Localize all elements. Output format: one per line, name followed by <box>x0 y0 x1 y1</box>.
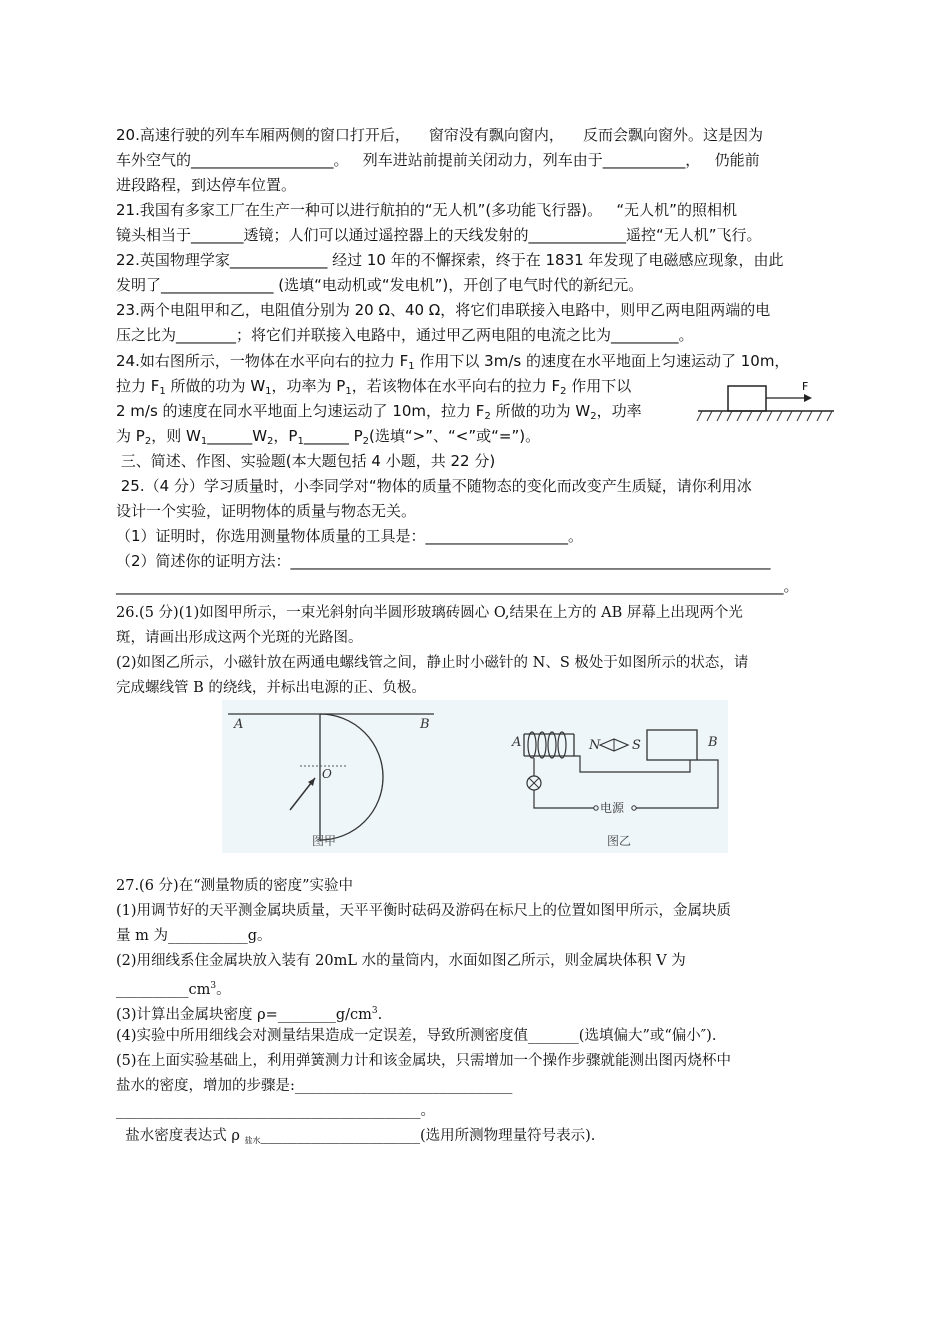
q27-line-4: (2)用细线系住金属块放入装有 20mL 水的量筒内，水面如图乙所示，则金属块体积 V 为 <box>116 953 686 969</box>
section-3-heading: 三、简述、作图、实验题(本大题包括 4 小题，共 22 分) <box>116 452 496 470</box>
q27-line-6: (3)计算出金属块密度 $\rho=\_\_\_\_\_\_\_\_g/cm^3$. <box>116 1006 383 1023</box>
q27-line-3: 量 m 为___________g。 <box>116 928 272 944</box>
label-s: S <box>632 738 641 753</box>
optics-magnet-figure <box>222 700 728 853</box>
q27-line-11: 盐水密度表达式 ρ $_{盐水}$______________________(选用所测物理量符号表示). <box>116 1128 596 1145</box>
label-b-yi: B <box>708 735 718 750</box>
q27-line-10: __________________________________________。 <box>116 1103 435 1119</box>
q25-line-4: （2）简述你的证明方法：________________________________________________________________ <box>116 552 771 570</box>
q27-line-1: 27.(6 分)在“测量物质的密度”实验中 <box>116 878 354 894</box>
q25-line-5: _________________________________________________________________________________________。 <box>116 577 799 595</box>
q26-line-1: 26.(5 分)(1)如图甲所示，一束光斜射向半圆形玻璃砖圆心 O,结果在上方的 AB 屏幕上出现两个光 <box>116 605 743 621</box>
q25-line-1: 25.（4 分）学习质量时，小李同学对“物体的质量不随物态的变化而改变产生质疑，请你利用冰 <box>116 477 752 495</box>
caption-jia: 图甲 <box>312 834 337 848</box>
q26-line-4: 完成螺线管 B 的绕线，并标出电源的正、负极。 <box>116 680 426 696</box>
label-a-yi: A <box>512 735 522 750</box>
power-label: 电源 <box>600 801 625 815</box>
q25-line-3: （1）证明时，你选用测量物体质量的工具是：___________________。 <box>116 527 584 545</box>
q23-line-1: 23.两个电阻甲和乙，电阻值分别为 20 Ω、40 Ω，将它们串联接入电路中，则甲乙两电阻两端的电 <box>116 301 771 319</box>
q24-line-3: 2 m/s 的速度在同水平地面上匀速运动了 10m，拉力 $F_2$ 所做的功为 $W_2$，功率 <box>116 402 642 422</box>
q20-line-1: 20.高速行驶的列车车厢两侧的窗口打开后， 窗帘没有飘向窗内， 反而会飘向窗外。这是因为 <box>116 126 764 144</box>
q27-line-2: (1)用调节好的天平测金属块质量，天平平衡时砝码及游码在标尺上的位置如图甲所示，金属块质 <box>116 903 732 919</box>
q24-line-4: 为 $P_2$，则 $W_1\_\_\_\_\_\_W_2$，$P_1\_\_\_\_\_\_$ $P_2$(选填“>”、“<”或“=”)。 <box>116 427 541 447</box>
q21-line-2: 镜头相当于_______透镜；人们可以通过遥控器上的天线发射的_____________遥控“无人机”飞行。 <box>116 226 762 244</box>
q24-line-1: 24.如右图所示，一物体在水平向右的拉力 $F_1$ 作用下以 3m/s 的速度在水平地面上匀速运动了 10m， <box>116 352 790 372</box>
label-n: N <box>589 738 601 753</box>
q22-line-1: 22.英国物理学家_____________ 经过 10 年的不懈探索，终于在 1831 年发现了电磁感应现象，由此 <box>116 251 784 269</box>
q26-line-2: 斑，请画出形成这两个光斑的光路图。 <box>116 630 363 646</box>
q27-line-8: (5)在上面实验基础上，利用弹簧测力计和该金属块，只需增加一个操作步骤就能测出图丙烧杯中 <box>116 1053 732 1069</box>
ground-hatching <box>697 411 832 421</box>
q25-line-2: 设计一个实验，证明物体的质量与物态无关。 <box>116 502 417 520</box>
q27-line-7: (4)实验中所用细线会对测量结果造成一定误差，导致所测密度值_______(选填偏大”或“偏小″). <box>116 1028 717 1044</box>
q24-line-2: 拉力 $F_1$ 所做的功为 $W_1$，功率为 $P_1$，若该物体在水平向右的拉力 $F_2$ 作用下以 <box>116 377 632 397</box>
q27-line-9: 盐水的密度，增加的步骤是:______________________________ <box>116 1078 513 1094</box>
q27-line-5: $\_\_\_\_\_\_\_\_\_\_cm^3$。 <box>116 981 231 998</box>
q23-line-2: 压之比为________；将它们并联接入电路中，通过甲乙两电阻的电流之比为_________。 <box>116 326 694 344</box>
q22-line-2: 发明了_______________ (选填“电动机或“发电机”)，开创了电气时代的新纪元。 <box>116 276 644 294</box>
q21-line-1: 21.我国有多家工厂在生产一种可以进行航拍的“无人机”(多功能飞行器)。 “无人机”的照相机 <box>116 201 737 219</box>
label-a-jia: A <box>234 717 244 732</box>
figure-background <box>222 700 728 853</box>
force-arrow-head <box>804 394 812 402</box>
block-shape <box>728 386 766 411</box>
force-label: F <box>802 380 809 393</box>
block-force-figure <box>696 376 836 428</box>
q20-line-2: 车外空气的___________________。 列车进站前提前关闭动力，列车由于___________， 仍能前 <box>116 151 760 169</box>
caption-yi: 图乙 <box>607 834 632 848</box>
q20-line-3: 进段路程，到达停车位置。 <box>116 176 297 194</box>
q26-line-3: (2)如图乙所示，小磁针放在两通电螺线管之间，静止时小磁针的 N、S 极处于如图所示的状态，请 <box>116 655 749 671</box>
label-o: O <box>322 767 332 781</box>
label-b-jia: B <box>420 717 430 732</box>
